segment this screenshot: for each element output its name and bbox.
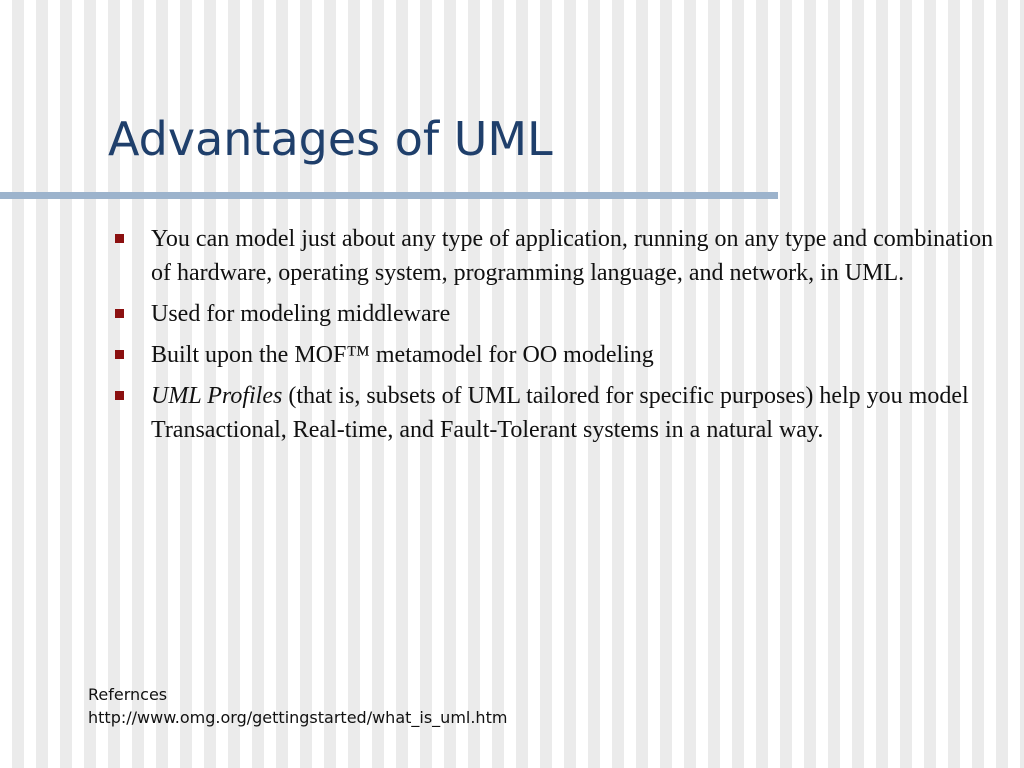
bullet-italic-lead: UML Profiles (151, 383, 283, 409)
square-bullet-icon (115, 391, 124, 400)
square-bullet-icon (115, 309, 124, 318)
bullet-item (110, 338, 1010, 372)
square-bullet-icon (115, 234, 124, 243)
bullet-item (110, 297, 1010, 331)
bullet-list (110, 222, 1010, 454)
references-block (88, 683, 507, 729)
bullet-text (151, 383, 969, 443)
bullet-text: Built upon the MOF™ metamodel for OO modeling (151, 342, 654, 368)
bullet-text-remainder: (that is, subsets of UML tailored for specific purposes) help you model Transactional, Real-time, and Fault-Tolerant systems in a natural way. (151, 383, 969, 443)
references-url: http://www.omg.org/gettingstarted/what_is_uml.htm (88, 708, 508, 727)
bullet-item (110, 222, 1010, 290)
bullet-item (110, 379, 1010, 447)
title-underline-rule (0, 192, 778, 199)
bullet-text: Used for modeling middleware (151, 301, 451, 327)
references-label: Refernces (88, 685, 168, 704)
square-bullet-icon (115, 350, 124, 359)
slide-title: Advantages of UML (108, 112, 553, 166)
bullet-text: You can model just about any type of application, running on any type and combination of hardware, operating system, programming language, and network, in UML. (151, 226, 994, 286)
